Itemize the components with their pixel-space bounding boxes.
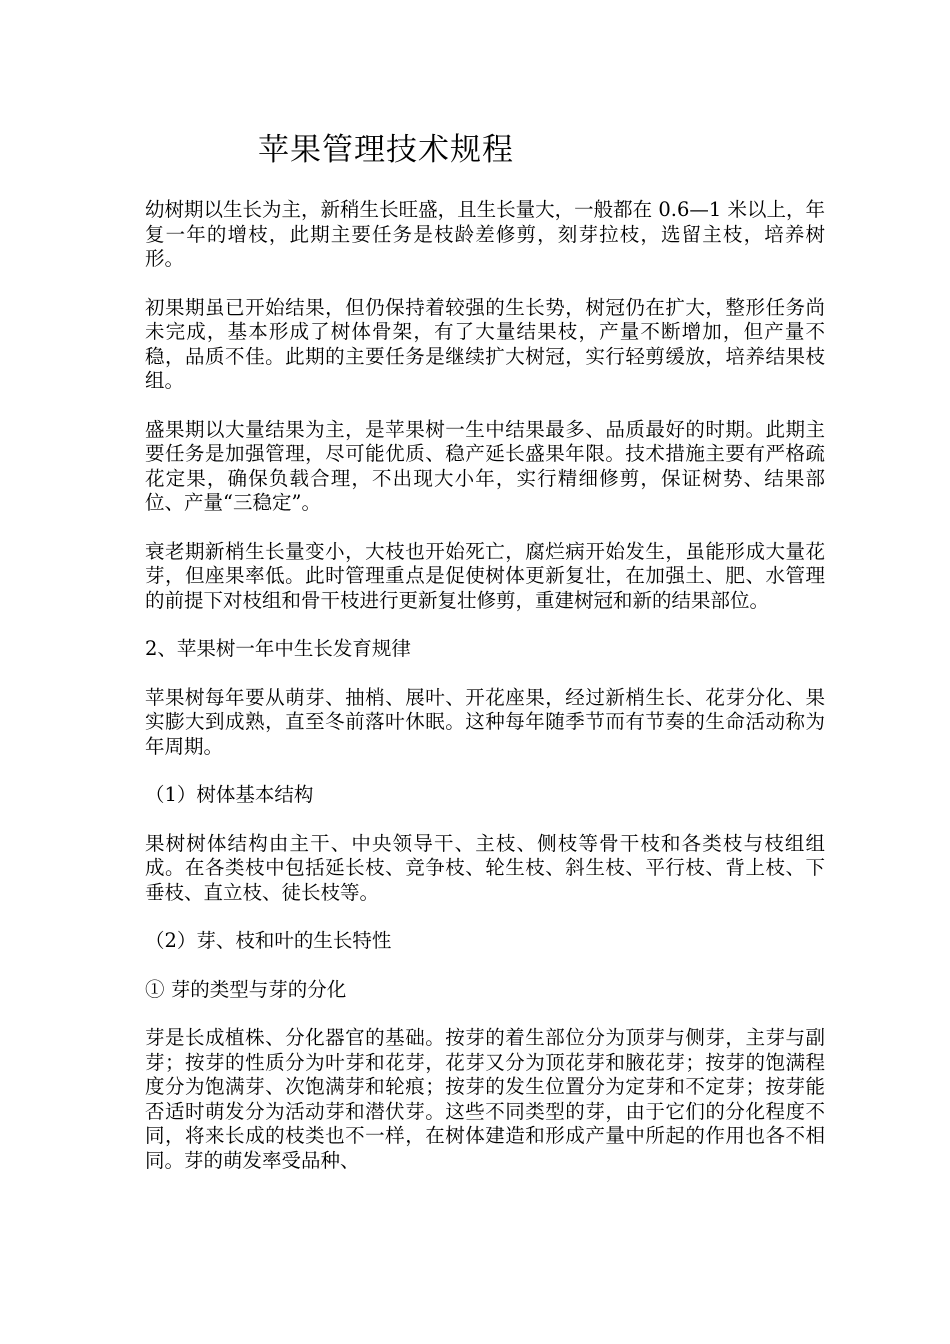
- subheading-bud-branch-leaf: （2）芽、枝和叶的生长特性: [145, 929, 392, 952]
- paragraph-aging-stage: 衰老期新梢生长量变小，大枝也开始死亡，腐烂病开始发生，虽能形成大量花芽，但座果率低。此时管理重点是促使树体更新复壮，在加强土、肥、水管理的前提下对枝组和骨干枝进行更新复壮修剪，重建树冠和新的结果部位。: [145, 539, 825, 612]
- paragraph-young-tree-stage: 幼树期以生长为主，新稍生长旺盛，且生长量大，一般都在 0.6—1 米以上，年复一年的增枝，此期主要任务是枝龄差修剪，刻芽拉枝，选留主枝，培养树形。: [145, 198, 825, 270]
- document-title: 苹果管理技术规程: [258, 132, 514, 168]
- section-heading-annual-growth: 2、苹果树一年中生长发育规律: [145, 637, 411, 660]
- paragraph-full-fruiting-stage: 盛果期以大量结果为主，是苹果树一生中结果最多、品质最好的时期。此期主要任务是加强管理，尽可能优质、稳产延长盛果年限。技术措施主要有严格疏花定果，确保负载合理，不出现大小年，实行精细修剪，保证树势、结果部位、产量“三稳定”。: [145, 417, 825, 514]
- subheading-tree-structure: （1）树体基本结构: [145, 783, 314, 806]
- paragraph-tree-structure: 果树树体结构由主干、中央领导干、主枝、侧枝等骨干枝和各类枝与枝组组成。在各类枝中包括延长枝、竞争枝、轮生枝、斜生枝、平行枝、背上枝、下垂枝、直立枝、徒长枝等。: [145, 831, 825, 904]
- paragraph-annual-cycle: 苹果树每年要从萌芽、抽梢、展叶、开花座果，经过新梢生长、花芽分化、果实膨大到成熟，直至冬前落叶休眠。这种每年随季节而有节奏的生命活动称为年周期。: [145, 685, 825, 758]
- subheading-bud-types: ① 芽的类型与芽的分化: [145, 977, 347, 1001]
- paragraph-early-fruiting-stage: 初果期虽已开始结果，但仍保持着较强的生长势，树冠仍在扩大，整形任务尚未完成，基本形成了树体骨架，有了大量结果枝，产量不断增加，但产量不稳，品质不佳。此期的主要任务是继续扩大树冠，实行轻剪缓放，培养结果枝组。: [145, 295, 825, 392]
- document-body: [145, 198, 825, 1197]
- paragraph-bud-types: 芽是长成植株、分化器官的基础。按芽的着生部位分为顶芽与侧芽，主芽与副芽；按芽的性质分为叶芽和花芽，花芽又分为顶花芽和腋花芽；按芽的饱满程度分为饱满芽、次饱满芽和轮痕；按芽的发生位置分为定芽和不定芽；按芽能否适时萌发分为活动芽和潜伏芽。这些不同类型的芽，由于它们的分化程度不同，将来长成的枝类也不一样，在树体建造和形成产量中所起的作用也各不相同。芽的萌发率受品种、: [145, 1026, 825, 1172]
